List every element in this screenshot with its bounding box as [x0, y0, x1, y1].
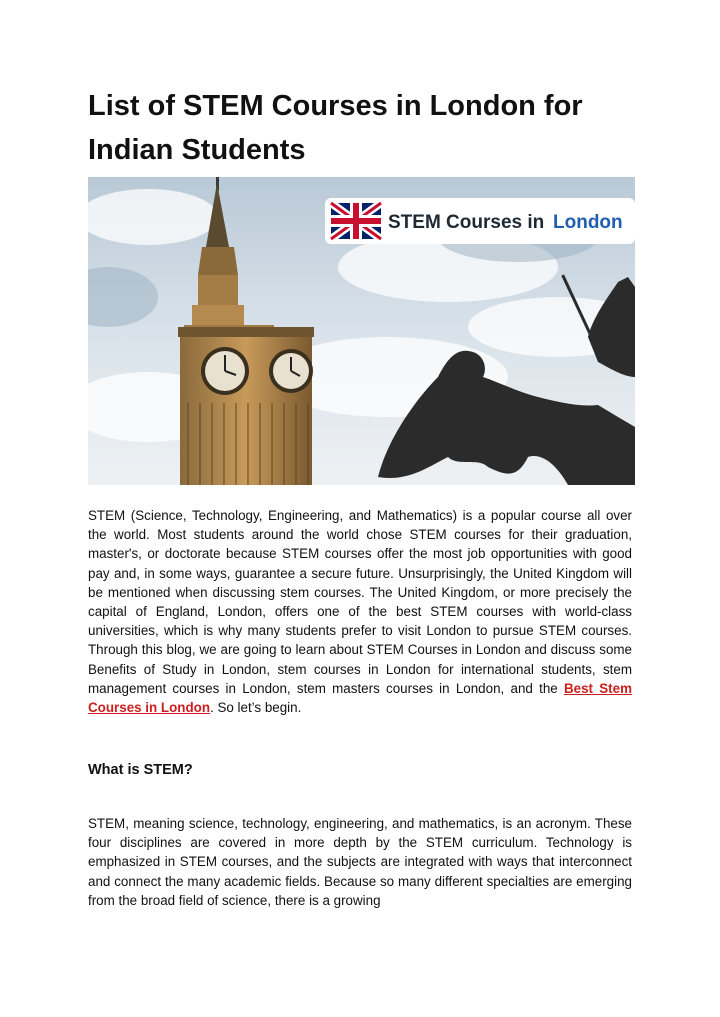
badge-text-main: STEM Courses in	[388, 212, 545, 233]
uk-flag-icon	[331, 203, 381, 239]
intro-text-end: . So let’s begin.	[210, 700, 302, 716]
section-heading: What is STEM?	[88, 762, 193, 778]
hero-illustration	[88, 177, 635, 485]
intro-text: STEM (Science, Technology, Engineering, and Mathematics) is a popular course all over the world. Most students around the world chose STEM courses for their graduation, master's, or doctorate because STEM courses offer the most job opportunities with good pay and, in some ways, guarantee a secure future. Unsurprisingly, the United Kingdom will be mentioned when discussing stem courses. The United Kingdom, or more precisely the capital of England, London, offers one of the best STEM courses with world-class universities, which is why many students prefer to visit London to pursue STEM courses. Through this blog, we are going to learn about STEM Courses in London and discuss some Benefits of Study in London, stem courses in London for international students, stem management courses in London, stem masters courses in London, and the	[88, 508, 632, 696]
intro-paragraph	[88, 506, 632, 717]
badge-text-accent: London	[553, 212, 623, 233]
best-stem-courses-link[interactable]: Best Stem Courses in London	[88, 680, 632, 716]
title-badge	[325, 198, 635, 244]
hero-image	[88, 177, 635, 485]
clock-face-icon	[201, 347, 249, 395]
clock-face-icon	[269, 349, 313, 393]
page-title: List of STEM Courses in London for Indian Students	[88, 90, 583, 166]
section-paragraph: STEM, meaning science, technology, engineering, and mathematics, is an acronym. These four disciplines are covered in more depth by the STEM curriculum. Technology is emphasized in STEM courses, and the subjects are integrated with ways that interconnect and connect the many academic fields. Because so many different specialties are emerging from the broad field of science, there is a growing	[88, 816, 632, 908]
